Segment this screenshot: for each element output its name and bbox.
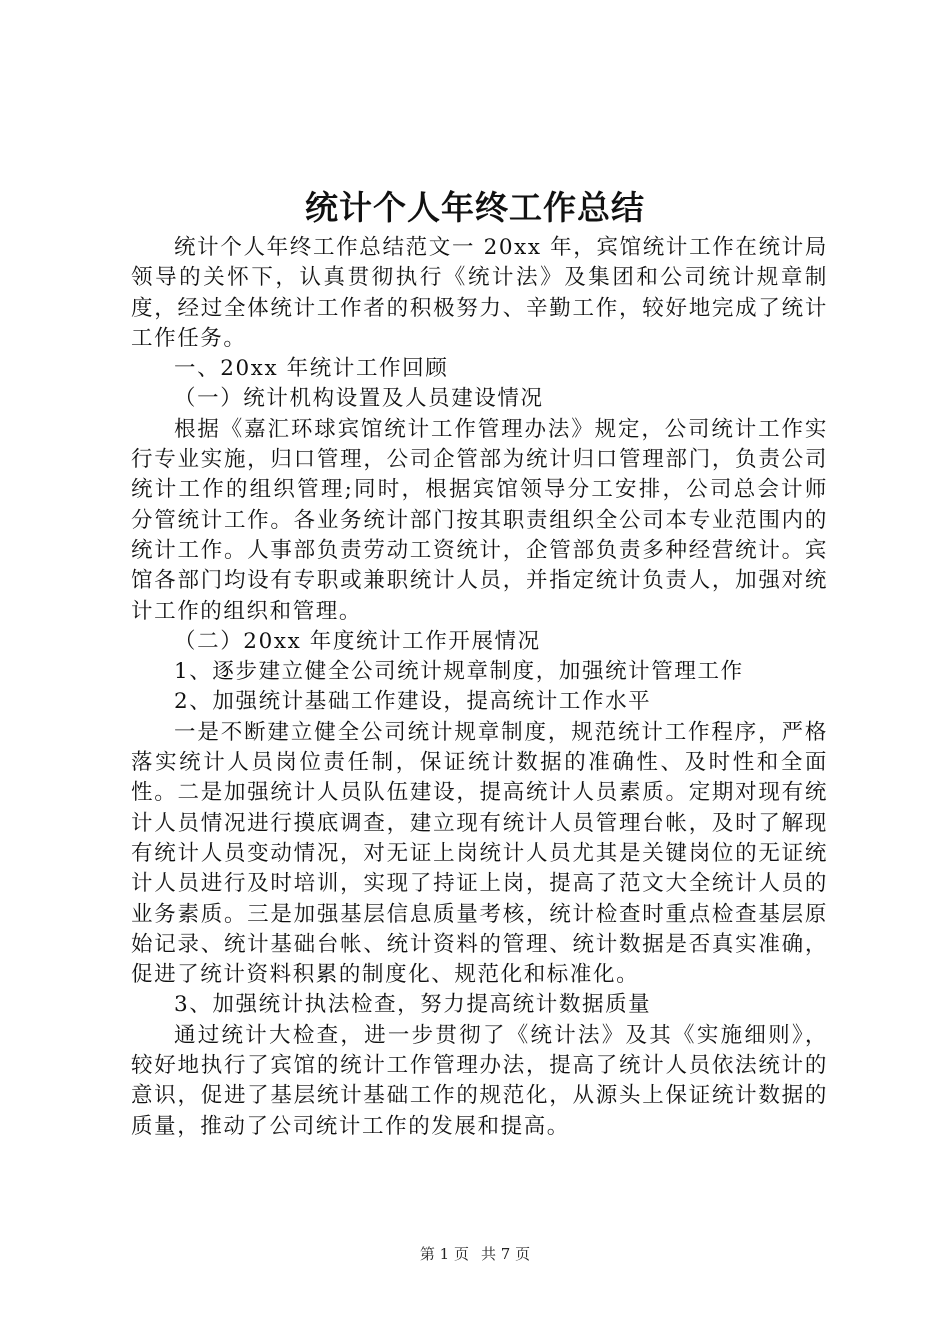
item-heading-2: 2、加强统计基础工作建设，提高统计工作水平 <box>174 689 652 715</box>
item-heading-3: 3、加强统计执法检查，努力提高统计数据质量 <box>174 992 652 1018</box>
document-body <box>131 233 828 1142</box>
paragraph-foundation: 一是不断建立健全公司统计规章制度，规范统计工作程序，严格落实统计人员岗位责任制，保证统计数据的准确性、及时性和全面性。二是加强统计人员队伍建设，提高统计人员素质。定期对现有统计人员情况进行摸底调查，建立现有统计人员管理台帐，及时了解现有统计人员变动情况，对无证上岗统计人员尤其是关键岗位的无证统计人员进行及时培训，实现了持证上岗，提高了范文大全统计人员的业务素质。三是加强基层信息质量考核，统计检查时重点检查基层原始记录、统计基础台帐、统计资料的管理、统计数据是否真实准确，促进了统计资料积累的制度化、规范化和标准化。 <box>131 719 828 988</box>
item-heading-1: 1、逐步建立健全公司统计规章制度，加强统计管理工作 <box>174 659 744 685</box>
subsection-heading-organization: （一）统计机构设置及人员建设情况 <box>174 386 544 412</box>
section-heading-review: 一、20xx 年统计工作回顾 <box>174 356 449 382</box>
page-footer <box>0 1243 950 1265</box>
subsection-heading-progress: （二）20xx 年度统计工作开展情况 <box>174 628 541 654</box>
paragraph-intro: 统计个人年终工作总结范文一 20xx 年，宾馆统计工作在统计局领导的关怀下，认真贯彻执行《统计法》及集团和公司统计规章制度，经过全体统计工作者的积极努力、辛勤工作，较好地完成了统计工作任务。 <box>131 235 828 351</box>
page-number: 第 1 页 <box>419 1245 469 1263</box>
document-title: 统计个人年终工作总结 <box>305 188 645 227</box>
paragraph-inspection: 通过统计大检查，进一步贯彻了《统计法》及其《实施细则》，较好地执行了宾馆的统计工作管理办法，提高了统计人员依法统计的意识，促进了基层统计基础工作的规范化，从源头上保证统计数据的质量，推动了公司统计工作的发展和提高。 <box>131 1022 828 1139</box>
paragraph-organization: 根据《嘉汇环球宾馆统计工作管理办法》规定，公司统计工作实行专业实施，归口管理，公司企管部为统计归口管理部门，负责公司统计工作的组织管理;同时，根据宾馆领导分工安排，公司总会计师分管统计工作。各业务统计部门按其职责组织全公司本专业范围内的统计工作。人事部负责劳动工资统计，企管部负责多种经营统计。宾馆各部门均设有专职或兼职统计人员，并指定统计负责人，加强对统计工作的组织和管理。 <box>131 416 828 624</box>
page-total: 共 7 页 <box>481 1245 531 1263</box>
